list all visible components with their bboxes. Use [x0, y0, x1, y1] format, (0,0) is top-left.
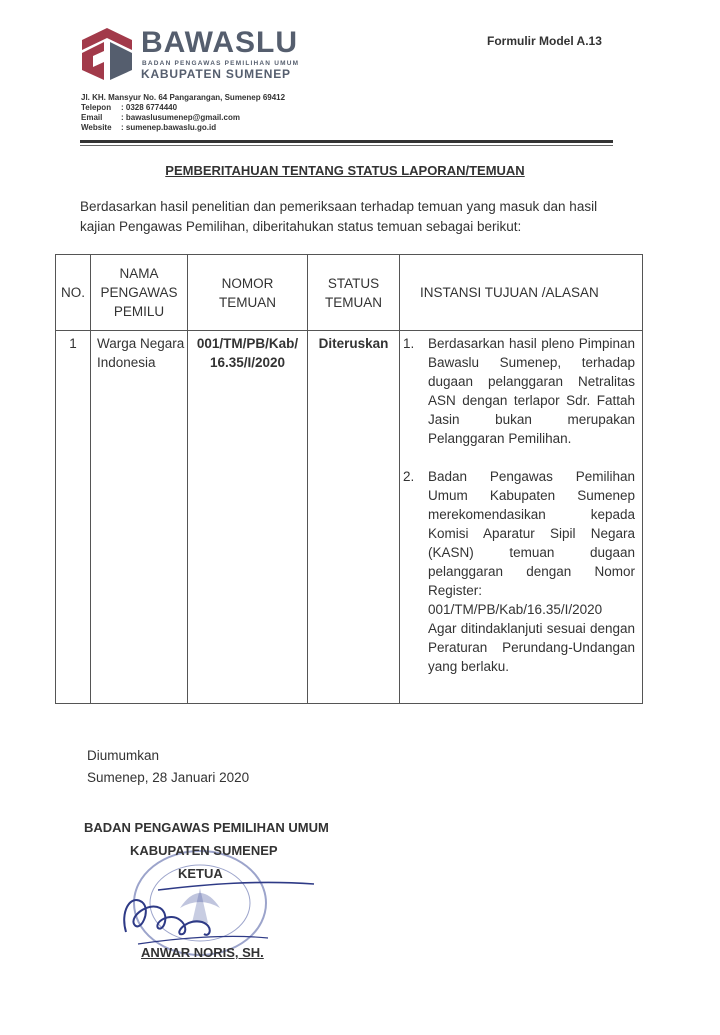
signatory-region: KABUPATEN SUMENEP: [130, 843, 278, 858]
reason-text: Badan Pengawas Pemilihan Umum Kabupaten Sumenep merekomendasikan kepada Komisi Aparatur Sipil Negara (KASN) temuan dugaan pelanggaran dengan Nomor Register:: [428, 469, 635, 598]
table-row: [56, 331, 643, 704]
signatory-organization: BADAN PENGAWAS PEMILIHAN UMUM: [84, 820, 329, 835]
header-pengawas: NAMA PENGAWAS PEMILU: [91, 255, 188, 331]
cell-nomor: 001/TM/PB/Kab/ 16.35/I/2020: [188, 331, 308, 704]
signatory-role: KETUA: [178, 866, 223, 881]
follow-up-text: Agar ditindaklanjuti sesuai dengan Peraturan Perundang-Undangan yang berlaku.: [428, 621, 635, 674]
register-number: 001/TM/PB/Kab/16.35/I/2020: [428, 602, 603, 617]
contact-website: Website : sumenep.bawaslu.go.id: [81, 123, 217, 132]
form-model-label: Formulir Model A.13: [487, 34, 602, 48]
list-item: 1. Berdasarkan hasil pleno Pimpinan Bawaslu Sumenep, terhadap dugaan pelanggaran Netralitas ASN dengan terlapor Sdr. Fattah Jasin bukan merupakan Pelanggaran Pemilihan.: [403, 336, 635, 446]
header-divider-thin: [80, 145, 613, 146]
contact-phone: Telepon : 0328 6774440: [81, 103, 178, 112]
table-header-row: [56, 255, 643, 331]
org-name: BAWASLU: [141, 26, 298, 59]
header-status: STATUS TEMUAN: [308, 255, 400, 331]
cell-status: Diteruskan: [308, 331, 400, 704]
header-instansi: INSTANSI TUJUAN /ALASAN: [400, 255, 643, 331]
org-region: KABUPATEN SUMENEP: [141, 67, 291, 81]
address-line: Jl. KH. Mansyur No. 64 Pangarangan, Sumenep 69412: [81, 93, 286, 102]
contact-email: Email : bawaslusumenep@gmail.com: [81, 113, 240, 122]
place-date: Sumenep, 28 Januari 2020: [87, 770, 250, 785]
cell-no: 1: [56, 331, 91, 704]
signature-icon: [118, 872, 318, 952]
reason-text: Berdasarkan hasil pleno Pimpinan Bawaslu Sumenep, terhadap dugaan pelanggaran Netralitas ASN dengan terlapor Sdr. Fattah Jasin bukan merupakan Pelanggaran Pemilihan.: [428, 336, 635, 446]
document-title: PEMBERITAHUAN TENTANG STATUS LAPORAN/TEMUAN: [165, 163, 525, 178]
status-table: [55, 254, 643, 704]
header-no: NO.: [56, 255, 91, 331]
list-item: 2. Badan Pengawas Pemilihan Umum Kabupaten Sumenep merekomendasikan kepada Komisi Aparatur Sipil Negara (KASN) temuan dugaan pelanggaran dengan Nomor Register: 001/TM/PB/Kab/16.35/I/2020 Agar ditindaklanjuti sesuai dengan Peraturan Perundang-Undangan yang berlaku.: [403, 469, 635, 674]
signatory-name: ANWAR NORIS, SH.: [141, 945, 264, 960]
header-divider: [80, 140, 613, 143]
header-nomor: NOMOR TEMUAN: [188, 255, 308, 331]
org-full-name: BADAN PENGAWAS PEMILIHAN UMUM: [142, 60, 300, 67]
bawaslu-logo-icon: [80, 26, 134, 82]
announced-label: Diumumkan: [87, 748, 160, 763]
intro-paragraph: Berdasarkan hasil penelitian dan pemeriksaan terhadap temuan yang masuk dan hasil kajian Pengawas Pemilihan, diberitahukan status temuan sebagai berikut:: [80, 199, 598, 234]
cell-pengawas: Warga Negara Indonesia: [91, 331, 188, 704]
cell-instansi: [400, 331, 643, 704]
